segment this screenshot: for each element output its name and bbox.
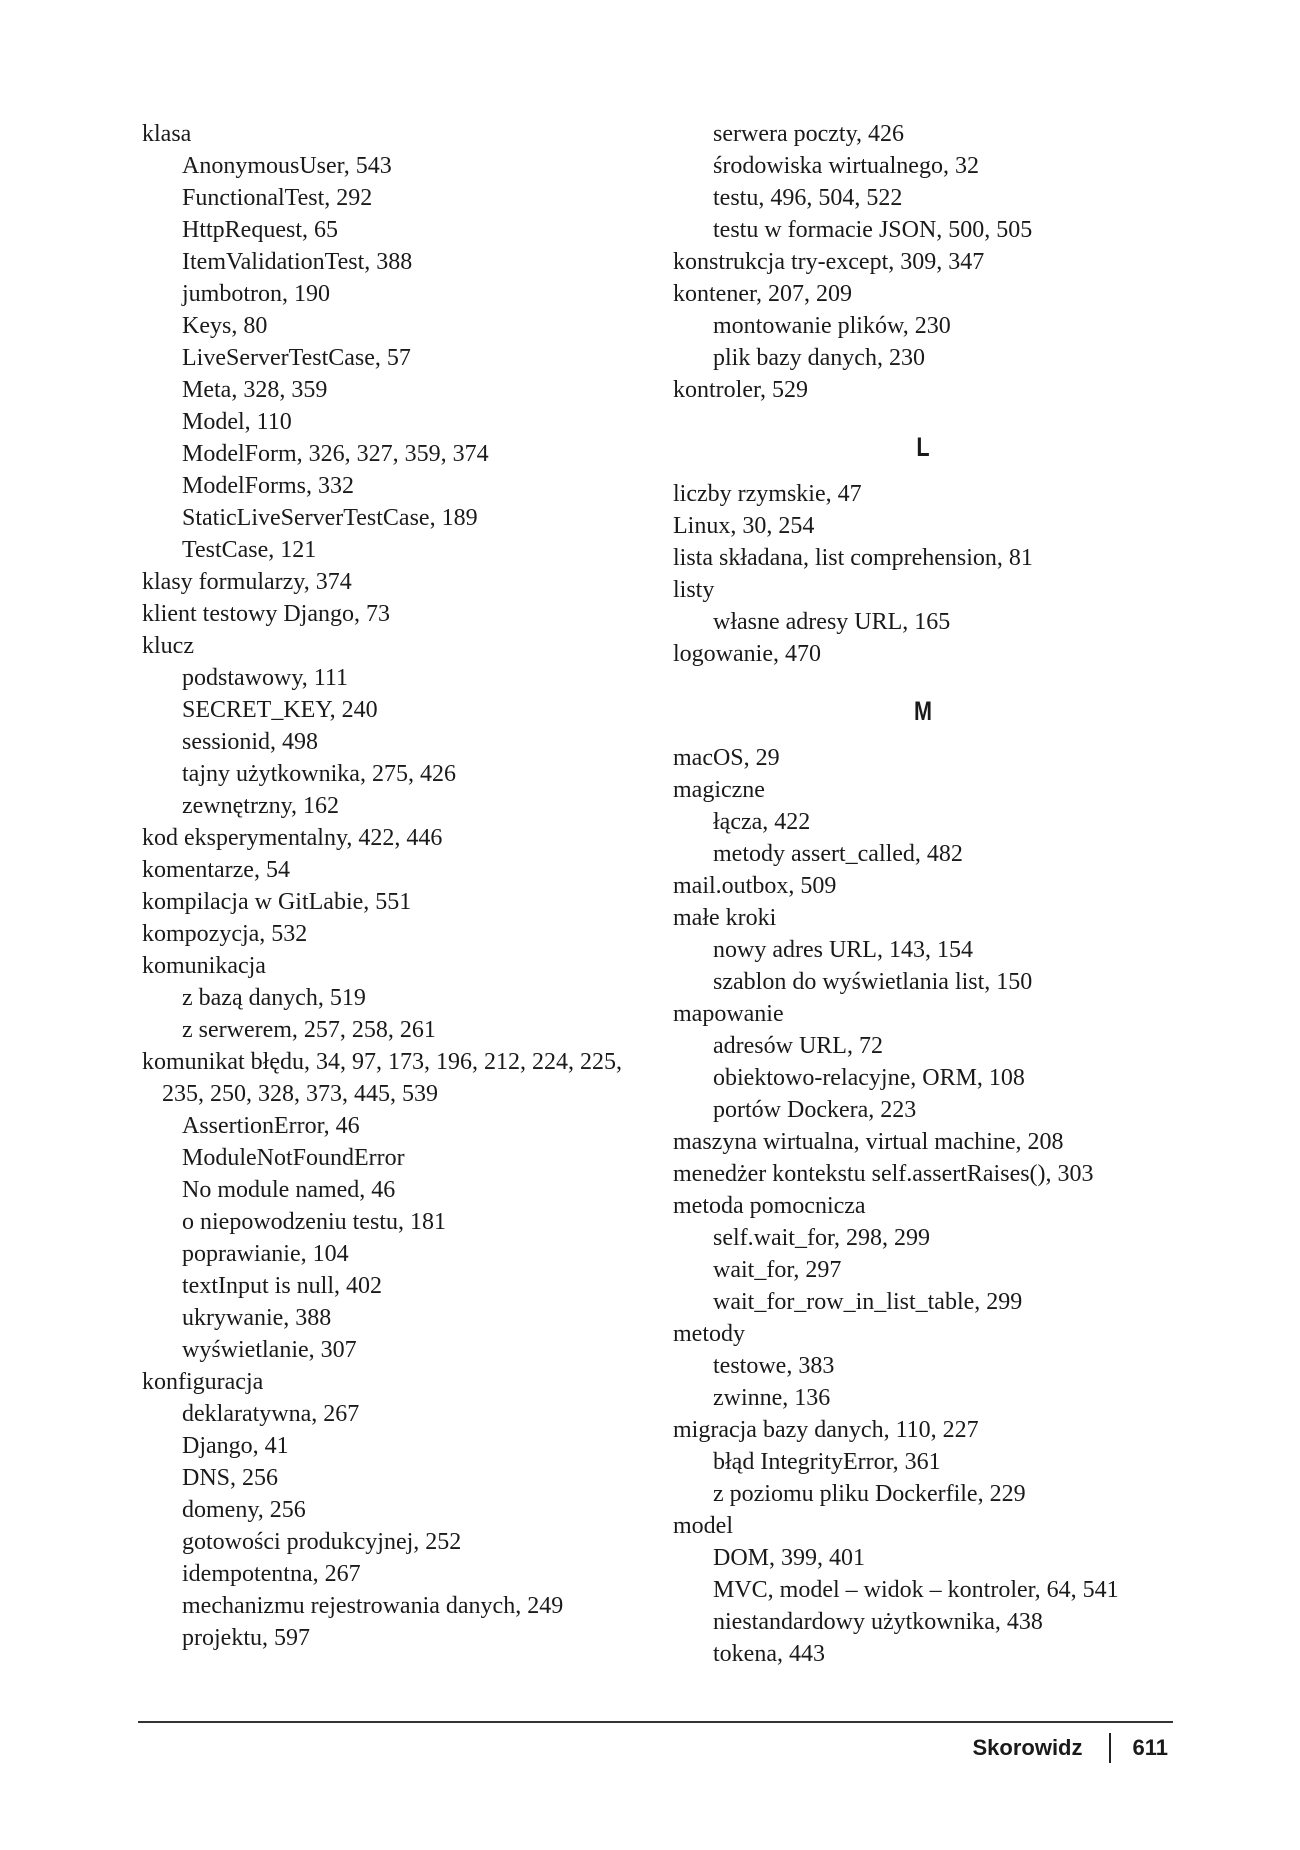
- index-entry: magiczne: [673, 777, 765, 803]
- index-subentry: ModelForms, 332: [182, 473, 355, 499]
- index-subentry: obiektowo-relacyjne, ORM, 108: [713, 1065, 1025, 1091]
- index-section-letter: L: [916, 432, 930, 462]
- index-subentry: SECRET_KEY, 240: [182, 697, 378, 723]
- index-subentry: własne adresy URL, 165: [713, 609, 951, 635]
- index-entry: klasa: [142, 121, 192, 147]
- index-entry: klasy formularzy, 374: [142, 569, 352, 595]
- index-subentry: No module named, 46: [182, 1177, 396, 1203]
- index-subentry: textInput is null, 402: [182, 1273, 382, 1299]
- index-subentry: mechanizmu rejestrowania danych, 249: [182, 1593, 564, 1619]
- index-subentry: projektu, 597: [182, 1625, 310, 1651]
- index-subentry: wait_for, 297: [713, 1257, 842, 1283]
- index-subentry: idempotentna, 267: [182, 1561, 361, 1587]
- index-subentry: tajny użytkownika, 275, 426: [182, 761, 456, 787]
- index-entry: lista składana, list comprehension, 81: [673, 545, 1033, 571]
- index-subentry: ModuleNotFoundError: [182, 1145, 405, 1171]
- index-entry: logowanie, 470: [673, 641, 821, 667]
- index-subentry: LiveServerTestCase, 57: [182, 345, 411, 371]
- index-subentry: portów Dockera, 223: [713, 1097, 917, 1123]
- index-section-letter: M: [914, 696, 932, 726]
- index-entry: komunikat błędu, 34, 97, 173, 196, 212, 224, 225,: [142, 1049, 622, 1075]
- index-subentry: DNS, 256: [182, 1465, 279, 1491]
- footer-section-title: Skorowidz: [972, 1735, 1083, 1760]
- index-entry: klient testowy Django, 73: [142, 601, 390, 627]
- index-entry: klucz: [142, 633, 194, 659]
- index-entry: mapowanie: [673, 1001, 784, 1027]
- index-entry: mail.outbox, 509: [673, 873, 837, 899]
- index-subentry: zewnętrzny, 162: [182, 793, 340, 819]
- index-subentry: serwera poczty, 426: [713, 121, 905, 147]
- index-entry: macOS, 29: [673, 745, 780, 771]
- index-subentry: z bazą danych, 519: [182, 985, 366, 1011]
- index-subentry: zwinne, 136: [713, 1385, 831, 1411]
- footer-separator: [1109, 1733, 1111, 1763]
- index-subentry: domeny, 256: [182, 1497, 306, 1523]
- footer-rule: [138, 1721, 1173, 1723]
- index-entry: migracja bazy danych, 110, 227: [673, 1417, 979, 1443]
- index-entry: kod eksperymentalny, 422, 446: [142, 825, 443, 851]
- index-subentry: Django, 41: [182, 1433, 289, 1459]
- index-entry: kompozycja, 532: [142, 921, 308, 947]
- index-subentry: testowe, 383: [713, 1353, 835, 1379]
- index-subentry: niestandardowy użytkownika, 438: [713, 1609, 1043, 1635]
- index-column-left: [142, 118, 642, 1654]
- index-subentry: nowy adres URL, 143, 154: [713, 937, 973, 963]
- index-entry: Linux, 30, 254: [673, 513, 815, 539]
- index-entry: maszyna wirtualna, virtual machine, 208: [673, 1129, 1064, 1155]
- index-subentry: testu, 496, 504, 522: [713, 185, 903, 211]
- index-subentry: AnonymousUser, 543: [182, 153, 392, 179]
- index-entry: kontroler, 529: [673, 377, 809, 403]
- index-subentry: testu w formacie JSON, 500, 505: [713, 217, 1033, 243]
- index-column-right: [673, 118, 1173, 1670]
- index-subentry: ukrywanie, 388: [182, 1305, 332, 1331]
- index-subentry: wait_for_row_in_list_table, 299: [713, 1289, 1023, 1315]
- index-subentry: poprawianie, 104: [182, 1241, 349, 1267]
- index-subentry: AssertionError, 46: [182, 1113, 360, 1139]
- index-entry: model: [673, 1513, 733, 1539]
- index-subentry: DOM, 399, 401: [713, 1545, 866, 1571]
- index-subentry: jumbotron, 190: [182, 281, 330, 307]
- index-subentry: podstawowy, 111: [182, 665, 348, 691]
- index-entry: listy: [673, 577, 715, 603]
- index-subentry: TestCase, 121: [182, 537, 317, 563]
- index-subentry: z serwerem, 257, 258, 261: [182, 1017, 436, 1043]
- index-subentry: FunctionalTest, 292: [182, 185, 373, 211]
- index-subentry: ModelForm, 326, 327, 359, 374: [182, 441, 489, 467]
- index-subentry: wyświetlanie, 307: [182, 1337, 357, 1363]
- index-entry: metody: [673, 1321, 745, 1347]
- index-subentry: tokena, 443: [713, 1641, 825, 1667]
- index-entry: komunikacja: [142, 953, 266, 979]
- index-entry: kompilacja w GitLabie, 551: [142, 889, 412, 915]
- index-entry: konstrukcja try-except, 309, 347: [673, 249, 985, 275]
- index-subentry: gotowości produkcyjnej, 252: [182, 1529, 462, 1555]
- index-subentry: Keys, 80: [182, 313, 268, 339]
- index-subentry: błąd IntegrityError, 361: [713, 1449, 941, 1475]
- index-subentry: o niepowodzeniu testu, 181: [182, 1209, 446, 1235]
- index-entry: konfiguracja: [142, 1369, 264, 1395]
- index-subentry: szablon do wyświetlania list, 150: [713, 969, 1033, 995]
- index-subentry: plik bazy danych, 230: [713, 345, 925, 371]
- index-subentry: ItemValidationTest, 388: [182, 249, 413, 275]
- index-subentry: z poziomu pliku Dockerfile, 229: [713, 1481, 1026, 1507]
- index-entry-continuation: 235, 250, 328, 373, 445, 539: [162, 1081, 438, 1107]
- index-entry: metoda pomocnicza: [673, 1193, 866, 1219]
- index-subentry: Model, 110: [182, 409, 292, 435]
- index-subentry: montowanie plików, 230: [713, 313, 951, 339]
- index-subentry: sessionid, 498: [182, 729, 319, 755]
- index-entry: kontener, 207, 209: [673, 281, 853, 307]
- index-subentry: MVC, model – widok – kontroler, 64, 541: [713, 1577, 1119, 1603]
- page-footer: [972, 1728, 1168, 1768]
- index-subentry: deklaratywna, 267: [182, 1401, 360, 1427]
- index-subentry: środowiska wirtualnego, 32: [713, 153, 979, 179]
- index-subentry: StaticLiveServerTestCase, 189: [182, 505, 478, 531]
- index-subentry: adresów URL, 72: [713, 1033, 883, 1059]
- index-subentry: self.wait_for, 298, 299: [713, 1225, 930, 1251]
- index-entry: menedżer kontekstu self.assertRaises(), 303: [673, 1161, 1094, 1187]
- index-subentry: łącza, 422: [713, 809, 811, 835]
- index-entry: małe kroki: [673, 905, 777, 931]
- page-number: 611: [1132, 1735, 1168, 1760]
- index-entry: komentarze, 54: [142, 857, 290, 883]
- index-entry: liczby rzymskie, 47: [673, 481, 862, 507]
- index-subentry: HttpRequest, 65: [182, 217, 338, 243]
- index-subentry: metody assert_called, 482: [713, 841, 963, 867]
- index-subentry: Meta, 328, 359: [182, 377, 328, 403]
